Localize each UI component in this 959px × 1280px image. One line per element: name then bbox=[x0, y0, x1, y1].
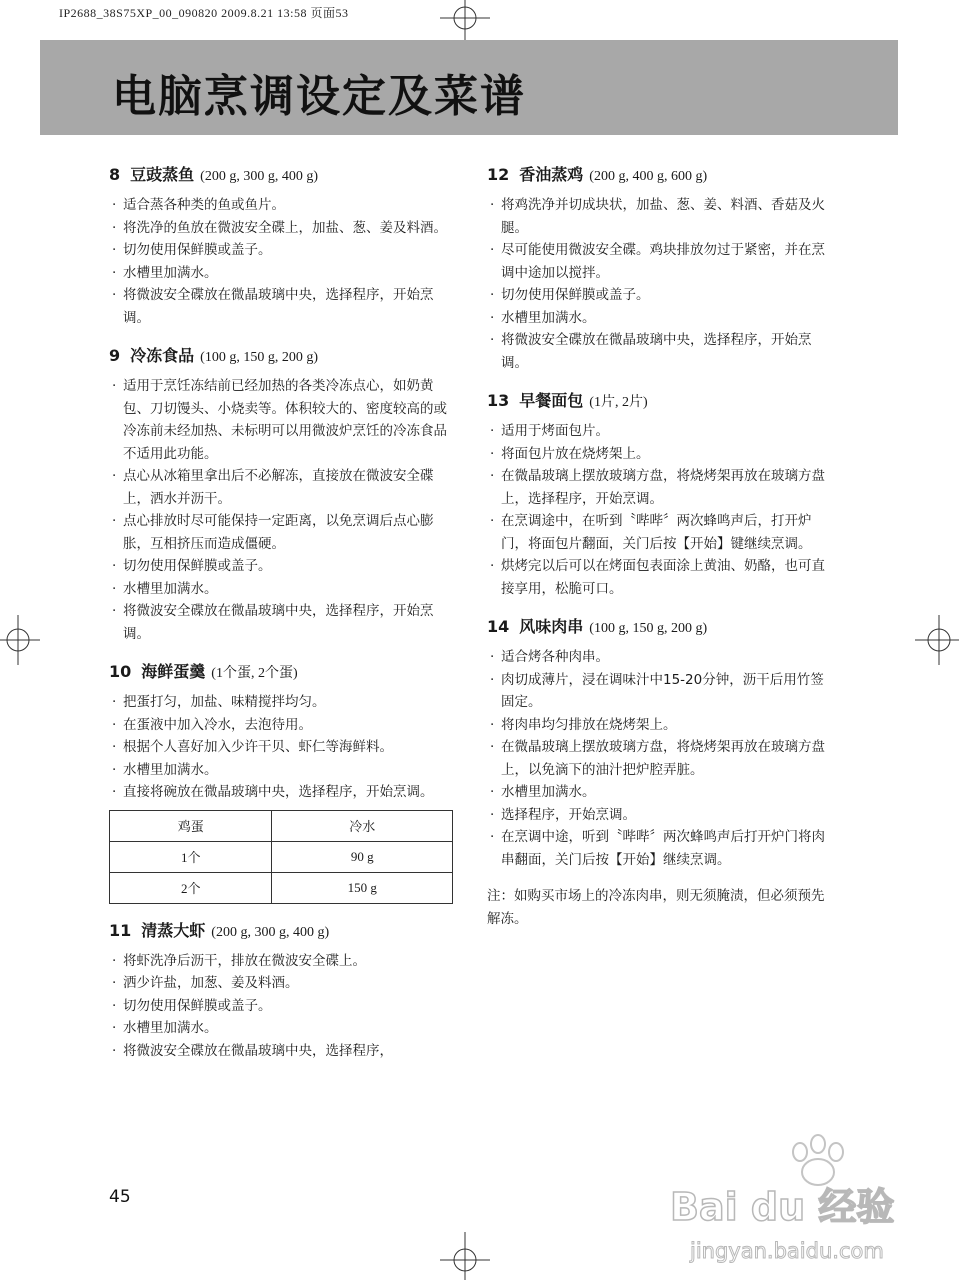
recipe-weights: (200 g, 400 g, 600 g) bbox=[589, 169, 708, 184]
list-item: · 将洗净的鱼放在微波安全碟上，加盐、葱、姜及料酒。 bbox=[109, 217, 459, 240]
list-item: · 选择程序，开始烹调。 bbox=[487, 804, 837, 827]
recipe-title: 风味肉串 bbox=[519, 617, 584, 636]
recipe-steps bbox=[109, 194, 459, 329]
egg-water-table bbox=[109, 810, 453, 904]
list-item: · 将微波安全碟放在微晶玻璃中央，选择程序，开始烹调。 bbox=[109, 600, 459, 645]
table-cell: 150 g bbox=[272, 872, 453, 903]
list-item: · 将肉串均匀排放在烧烤架上。 bbox=[487, 714, 837, 737]
list-item: · 尽可能使用微波安全碟。鸡块排放勿过于紧密，并在烹调中途加以搅拌。 bbox=[487, 239, 837, 284]
recipe-title: 清蒸大虾 bbox=[141, 920, 206, 940]
recipe-weights: (1片, 2片) bbox=[589, 395, 648, 410]
list-item: · 适合烤各种肉串。 bbox=[487, 646, 837, 669]
table-cell: 2个 bbox=[110, 872, 272, 903]
crop-mark-top bbox=[440, 0, 490, 40]
recipe-steps bbox=[109, 691, 459, 804]
table-header: 冷水 bbox=[272, 810, 453, 841]
recipe-steps bbox=[487, 646, 837, 871]
right-column bbox=[487, 162, 837, 931]
recipe-number: 11 bbox=[109, 920, 132, 940]
table-header-row bbox=[110, 810, 453, 841]
watermark-brand: Bai du 经验 bbox=[670, 1185, 895, 1229]
crop-mark-right bbox=[915, 615, 959, 665]
list-item: · 在微晶玻璃上摆放玻璃方盘，将烧烤架再放在玻璃方盘上，以免滴下的油汁把炉腔弄脏。 bbox=[487, 736, 837, 781]
list-item: · 水槽里加满水。 bbox=[109, 578, 459, 601]
list-item: · 将微波安全碟放在微晶玻璃中央，选择程序，开始烹调。 bbox=[109, 284, 459, 329]
list-item: · 洒少许盐，加葱、姜及料酒。 bbox=[109, 972, 459, 995]
recipe-13 bbox=[487, 388, 837, 600]
list-item: · 把蛋打匀，加盐、味精搅拌均匀。 bbox=[109, 691, 459, 714]
list-item: · 水槽里加满水。 bbox=[109, 262, 459, 285]
table-header: 鸡蛋 bbox=[110, 810, 272, 841]
list-item: · 切勿使用保鲜膜或盖子。 bbox=[109, 555, 459, 578]
recipe-14 bbox=[487, 614, 837, 871]
list-item: · 切勿使用保鲜膜或盖子。 bbox=[109, 995, 459, 1018]
recipe-weights: (100 g, 150 g, 200 g) bbox=[200, 350, 318, 365]
baidu-watermark-logo bbox=[670, 1130, 940, 1270]
recipe-weights: (200 g, 300 g, 400 g) bbox=[200, 169, 318, 184]
list-item: · 切勿使用保鲜膜或盖子。 bbox=[487, 284, 837, 307]
title-band bbox=[40, 40, 898, 135]
recipe-steps bbox=[109, 375, 459, 645]
recipe-number: 10 bbox=[109, 662, 132, 681]
recipe-weights: (100 g, 150 g, 200 g) bbox=[589, 621, 708, 636]
recipe-steps bbox=[487, 420, 837, 600]
list-item: · 将微波安全碟放在微晶玻璃中央，选择程序， bbox=[109, 1040, 459, 1063]
recipe-title: 豆豉蒸鱼 bbox=[130, 165, 195, 184]
recipe-number: 9 bbox=[109, 346, 121, 365]
recipe-title: 早餐面包 bbox=[519, 391, 584, 410]
page-title: 电脑烹调设定及菜谱 bbox=[112, 71, 526, 122]
recipe-weights: (200 g, 300 g, 400 g) bbox=[211, 924, 330, 940]
list-item: · 水槽里加满水。 bbox=[487, 781, 837, 804]
list-item: · 水槽里加满水。 bbox=[487, 307, 837, 330]
list-item: · 将面包片放在烧烤架上。 bbox=[487, 443, 837, 466]
page-number: 45 bbox=[109, 1187, 131, 1207]
list-item: · 将微波安全碟放在微晶玻璃中央，选择程序，开始烹调。 bbox=[487, 329, 837, 374]
list-item: · 水槽里加满水。 bbox=[109, 759, 459, 782]
table-cell: 1个 bbox=[110, 841, 272, 872]
table-row bbox=[110, 872, 453, 903]
list-item: · 点心从冰箱里拿出后不必解冻，直接放在微波安全碟上，洒水并沥干。 bbox=[109, 465, 459, 510]
print-header: IP2688_38S75XP_00_090820 2009.8.21 13:58 页面53 bbox=[59, 6, 349, 20]
recipe-steps bbox=[109, 950, 459, 1063]
recipe-11 bbox=[109, 918, 459, 1063]
list-item: · 切勿使用保鲜膜或盖子。 bbox=[109, 239, 459, 262]
recipe-title: 海鲜蛋羹 bbox=[141, 662, 206, 681]
crop-mark-left bbox=[0, 615, 40, 665]
list-item: · 适合蒸各种类的鱼或鱼片。 bbox=[109, 194, 459, 217]
list-item: · 将虾洗净后沥干，排放在微波安全碟上。 bbox=[109, 950, 459, 973]
recipe-number: 12 bbox=[487, 165, 510, 184]
list-item: · 在蛋液中加入冷水，去泡待用。 bbox=[109, 714, 459, 737]
list-item: · 烘烤完以后可以在烤面包表面涂上黄油、奶酪，也可直接享用，松脆可口。 bbox=[487, 555, 837, 600]
recipe-number: 14 bbox=[487, 617, 510, 636]
table-cell: 90 g bbox=[272, 841, 453, 872]
recipe-8 bbox=[109, 162, 459, 329]
recipe-title: 冷冻食品 bbox=[130, 346, 195, 365]
recipe-title: 香油蒸鸡 bbox=[519, 165, 584, 184]
list-item: · 肉切成薄片，浸在调味汁中15-20分钟，沥干后用竹签固定。 bbox=[487, 669, 837, 714]
recipe-10 bbox=[109, 659, 459, 904]
list-item: · 在烹调中途，听到〝哔哔〞两次蜂鸣声后打开炉门将肉串翻面，关门后按【开始】继续烹调。 bbox=[487, 826, 837, 871]
note-text: 注：如购买市场上的冷冻肉串，则无须腌渍，但必须预先解冻。 bbox=[487, 888, 825, 927]
watermark-url: jingyan.baidu.com bbox=[690, 1239, 884, 1263]
left-column bbox=[109, 162, 459, 1076]
recipe-number: 13 bbox=[487, 391, 510, 410]
recipe-weights: (1个蛋, 2个蛋) bbox=[211, 666, 298, 681]
list-item: · 在烹调途中，在听到〝哔哔〞两次蜂鸣声后，打开炉门，将面包片翻面，关门后按【开始】键继续烹调。 bbox=[487, 510, 837, 555]
list-item: · 在微晶玻璃上摆放玻璃方盘，将烧烤架再放在玻璃方盘上，选择程序，开始烹调。 bbox=[487, 465, 837, 510]
list-item: · 直接将碗放在微晶玻璃中央，选择程序，开始烹调。 bbox=[109, 781, 459, 804]
recipe-9 bbox=[109, 343, 459, 645]
list-item: · 适用于烤面包片。 bbox=[487, 420, 837, 443]
recipe-12 bbox=[487, 162, 837, 374]
list-item: · 将鸡洗净并切成块状，加盐、葱、姜、料酒、香菇及火腿。 bbox=[487, 194, 837, 239]
list-item: · 水槽里加满水。 bbox=[109, 1017, 459, 1040]
crop-mark-bottom bbox=[440, 1232, 490, 1280]
recipe-number: 8 bbox=[109, 165, 121, 184]
list-item: · 根据个人喜好加入少许干贝、虾仁等海鲜料。 bbox=[109, 736, 459, 759]
list-item: · 点心排放时尽可能保持一定距离，以免烹调后点心膨胀，互相挤压而造成僵硬。 bbox=[109, 510, 459, 555]
list-item: · 适用于烹饪冻结前已经加热的各类冷冻点心，如奶黄包、刀切馒头、小烧卖等。体积较大的、密度较高的或冷冻前未经加热、未标明可以用微波炉烹饪的冷冻食品不适用此功能。 bbox=[109, 375, 459, 465]
recipe-steps bbox=[487, 194, 837, 374]
table-row bbox=[110, 841, 453, 872]
